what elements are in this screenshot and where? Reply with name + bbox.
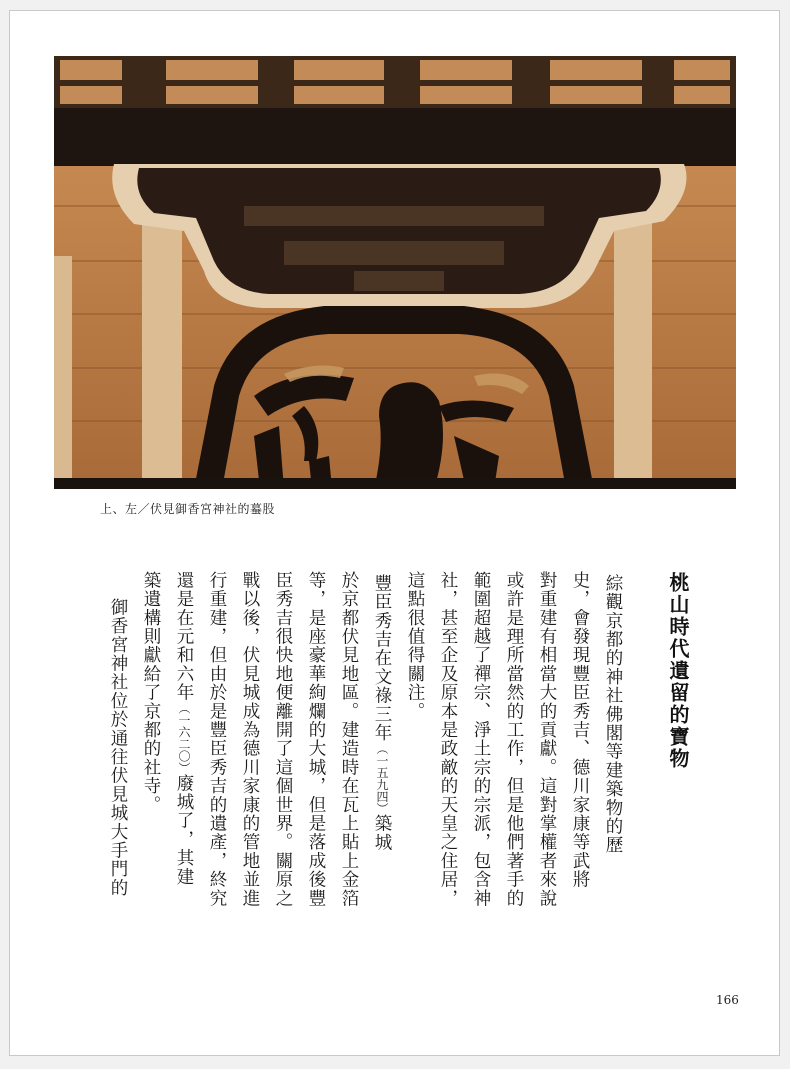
year-note-1594: （一五九四） <box>375 742 389 815</box>
page-number: 166 <box>716 993 739 1007</box>
text-column-16: 御香宮神社位於通往伏見城大手門的 <box>108 598 128 898</box>
text-column-5: 範圍超越了禪宗、淨土宗的宗派，包含神 <box>471 571 491 908</box>
text-column-7: 這點很值得關注。 <box>405 571 425 721</box>
text-column-11: 臣秀吉很快地便離開了這個世界。關原之 <box>273 571 293 908</box>
text-column-10: 等，是座豪華絢爛的大城，但是落成後豐 <box>306 571 326 908</box>
text-column-2: 史，會發現豐臣秀吉、德川家康等武將 <box>570 571 590 889</box>
text-column-12: 戰以後，伏見城成為德川家康的管地並進 <box>240 571 260 908</box>
text-column-8-start: 豐臣秀吉在文祿三年 <box>372 574 392 743</box>
section-heading: 桃山時代遺留的寶物 <box>666 572 690 770</box>
text-column-14 <box>172 571 195 886</box>
text-column-15: 築遺構則獻給了京都的社寺。 <box>141 571 161 815</box>
shrine-kaerumata-photo <box>54 56 736 489</box>
text-column-4: 或許是理所當然的工作，但是他們著手的 <box>504 571 524 908</box>
kaerumata-illustration <box>54 56 736 489</box>
text-column-1: 綜觀京都的神社佛閣等建築物的歷 <box>603 574 623 855</box>
year-note-1620: （一六二〇） <box>177 701 191 774</box>
text-column-14-end: 廢城了，其建 <box>174 773 194 887</box>
text-column-3: 對重建有相當大的貢獻。這對掌權者來說 <box>537 571 557 908</box>
text-column-14-start: 還是在元和六年 <box>174 571 194 702</box>
text-column-13: 行重建，但由於是豐臣秀吉的遺產，終究 <box>207 571 227 908</box>
text-column-8 <box>370 574 393 852</box>
text-column-8-end: 築城 <box>372 814 392 852</box>
photo-caption: 上、左／伏見御香宮神社的蟇股 <box>100 502 276 516</box>
text-column-6: 社，甚至企及原本是政敵的天皇之住居， <box>438 571 458 908</box>
text-column-9: 於京都伏見地區。建造時在瓦上貼上金箔 <box>339 571 359 908</box>
